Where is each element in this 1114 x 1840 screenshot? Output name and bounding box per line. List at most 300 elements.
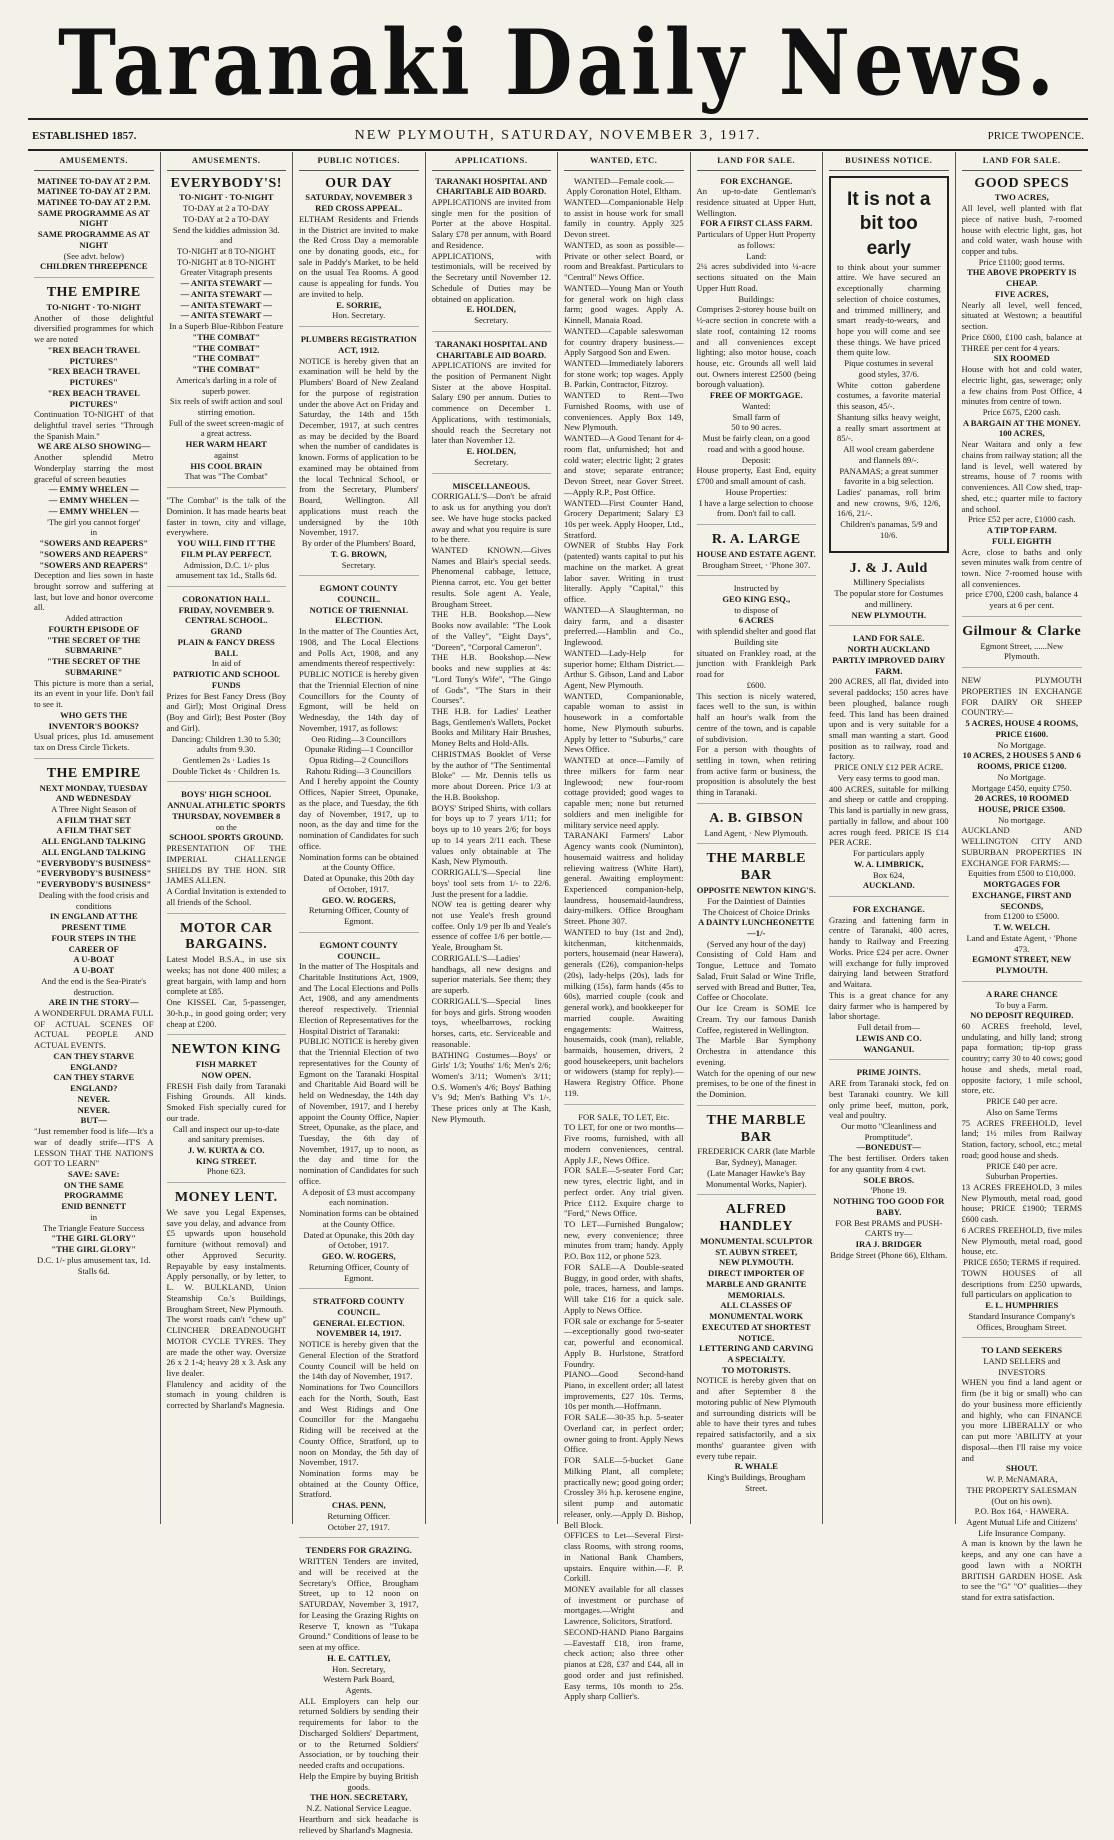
- text-line: 10 ACRES, 2 HOUSES 5 AND 6 ROOMS, PRICE £1200.: [962, 750, 1081, 772]
- advertisement-block: [697, 176, 817, 526]
- text-line: T. W. WELCH.: [993, 922, 1050, 933]
- text-line: "SOWERS AND REAPERS": [39, 538, 149, 549]
- advertisement-block: [829, 1067, 949, 1265]
- text-line: Double Ticket 4s · Children 1s.: [172, 765, 281, 776]
- text-line: ALL ENGLAND TALKING: [41, 836, 146, 847]
- text-line: Box 624,: [872, 869, 905, 880]
- text-line: Secretary.: [474, 456, 509, 467]
- text-line: LETTERING AND CARVING A SPECIALTY.: [699, 1343, 814, 1364]
- text-line: NEVER.: [77, 1093, 110, 1104]
- text-line: GEO. W. ROGERS,: [321, 1251, 396, 1262]
- text-line: W. P. McNAMARA,: [985, 1474, 1058, 1485]
- text-line: "SOWERS AND REAPERS": [39, 559, 149, 570]
- text-line: — ANITA STEWART —: [180, 299, 272, 310]
- text-line: SAME PROGRAMME AS AT NIGHT: [37, 229, 150, 250]
- advertisement-block: [34, 766, 154, 1282]
- column-heading: APPLICATIONS.: [432, 156, 552, 171]
- text-line: Particulars of Upper Hutt Property as follows:: [696, 229, 816, 250]
- text-line: Opunake Riding—1 Councillor: [304, 744, 413, 755]
- advertisement-block: [34, 285, 154, 759]
- text-line: Acre, close to baths and only seven minutes walk from centre of town. Nice 7-roomed house with all conveniences.: [961, 546, 1082, 589]
- text-line: NOTICE is hereby given that on and after September 8 the motoring public of New Plymouth and surrounding districts will be able to have their tyres and tubes repaired satisfactorily, and a six months' guarantee given with every tube repair.: [696, 1375, 816, 1461]
- text-line: FOR SALE—30-35 h.p. 5-seater Overland car, in perfect order; owner going to front. Apply News Office.: [564, 1412, 684, 1455]
- text-line: House Properties:: [725, 486, 787, 497]
- text-line: A DAINTY LUNCHEONETTE—1/-: [698, 917, 815, 939]
- text-line: FOR SALE—A Double-seated Buggy, in good order, with shafts, pole, traces, harness, and lamps. Will take £16 for a quick sale. Apply to News Office.: [564, 1261, 684, 1315]
- text-line: NEW PLYMOUTH.: [851, 609, 926, 620]
- text-line: A FILM THAT SET: [56, 814, 131, 825]
- text-line: A deposit of £3 must accompany each nomination.: [302, 1186, 416, 1208]
- text-line: TENDERS FOR GRAZING.: [305, 1545, 412, 1556]
- text-line: WANTED, as soon as possible—Private or other select Board, or room and Breakfast. Particulars to "Central" News Office.: [564, 239, 684, 283]
- text-line: By order of the Plumbers' Board,: [301, 538, 416, 549]
- text-line: CORRIGALL'S—Ladies' handbags, all new designs and superior materials. See them; they are superb.: [431, 952, 551, 996]
- text-line: ARE from Taranaki stock, fed on best Taranaki country. We kill only prime beef, mutton, pork, veal and poultry.: [829, 1078, 949, 1121]
- advertisement-title: R. A. LARGE: [711, 532, 801, 547]
- advertisement-block: [167, 1042, 287, 1183]
- text-line: (Served any hour of the day): [706, 938, 806, 949]
- advertisement-block: [299, 583, 419, 933]
- advertisement-title: OUR DAY: [325, 175, 393, 191]
- text-line: Hon. Secretary.: [332, 310, 386, 321]
- text-line: Hon. Secretary,: [332, 1663, 386, 1674]
- text-line: NOW tea is getting dearer why not use Yeale's fresh ground coffee. Only 1/9 per lb and Yeale's essence of coffee 1/6 per bottle.—Yeale, Brougham St.: [431, 899, 551, 953]
- text-line: WANTED to Rent—Two Furnished Rooms, with use of conveniences. Apply Box 149, New Plymouth.: [564, 390, 684, 433]
- text-line: NEXT MONDAY, TUESDAY AND WEDNESDAY: [39, 782, 148, 804]
- column-6: [691, 152, 824, 1524]
- text-line: PATRIOTIC AND SCHOOL FUNDS: [172, 669, 280, 690]
- text-line: For the Daintiest of Dainties: [707, 895, 806, 906]
- text-line: The worst roads can't "chew up" CLINCHER DREADNOUGHT MOTOR CYCLE TYRES. They are made the other way. Oversize 26 x 2 1-4; heavy 28 x 3. Ask any live dealer.: [166, 1314, 286, 1378]
- text-line: Gentlemen 2s · Ladies 1s: [182, 755, 270, 766]
- text-line: WHO GETS THE INVENTOR'S BOOKS?: [48, 709, 139, 731]
- text-line: SECOND-HAND Piano Bargains—Eavestaff £18, iron frame, check action; also three other pianos at £28, £37 and £44, all in good order and just refinished. Easy terms, 10s month to 25s. Apply sharp Collier's.: [564, 1626, 684, 1702]
- text-line: For particulars apply: [852, 848, 925, 859]
- text-line: D.C. 1/- plus amusement tax, 1d. Stalls 6d.: [37, 1254, 151, 1276]
- text-line: And I hereby appoint the County Offices, Napier Street, Opunake, as the place, and Tuesday, the 6th day of November, 1917, up to noon, as the day and time for the nomination of Candidates for such office.: [299, 776, 419, 851]
- advertisement-block: [167, 921, 287, 1036]
- text-line: (See advt. below): [63, 250, 124, 261]
- text-line: "EVERYBODY'S BUSINESS": [36, 857, 152, 868]
- text-line: MISCELLANEOUS.: [452, 480, 531, 491]
- advertisement-block: [299, 1545, 419, 1840]
- text-line: Returning Officer, County of Egmont.: [308, 905, 409, 927]
- text-line: "THE COMBAT": [192, 364, 261, 375]
- text-line: Help the Empire by buying British goods.: [299, 1770, 419, 1792]
- advertisement-block: [167, 789, 287, 913]
- text-line: CENTRAL SCHOOL.: [184, 615, 268, 626]
- text-line: THE HON. SECRETARY,: [309, 1792, 408, 1803]
- advertisement-block: [829, 633, 949, 897]
- text-line: Consisting of Cold Ham and Tongue, Lettuce and Tomato Salad, Fruit Salad or Wine Trifle, served with Bread and Butter, Tea, Coffee or Chocolate.: [696, 949, 816, 1003]
- text-line: SAME PROGRAMME AS AT NIGHT: [37, 207, 150, 229]
- column-heading: AMUSEMENTS.: [167, 156, 287, 171]
- text-line: SOLE BROS.: [863, 1174, 915, 1185]
- text-line: OPPOSITE NEWTON KING'S.: [696, 885, 816, 896]
- text-line: Opua Riding—2 Councillors: [309, 755, 409, 766]
- text-line: APPLICATIONS are invited for the position of Permanent Night Sister at the above Hospital. Salary £90 per annum. Duties to commence on December 1. Applications, with testimonials, should reach the Secretary not later than November 12.: [431, 360, 551, 446]
- text-line: ON THE SAME PROGRAMME: [63, 1179, 124, 1201]
- advertisement-block: [299, 176, 419, 328]
- text-line: TO LET—Furnished Bungalow; new, every convenience; three minutes from tram; handy. Apply P.O. Box 112, or phone 523.: [564, 1219, 684, 1262]
- advertisement-title: THE MARBLE BAR: [706, 1112, 806, 1145]
- text-line: FOR SALE—5-bucket Gane Milking Plant, all complete; practically new; good going order; Crossley 3½ h.p. kerosene engine, silent pump and automatic releaser, only.—Apply D. Bishop, Bell Block.: [564, 1455, 684, 1530]
- text-line: WANTED—Young Man or Youth for general work on high class farm; good wages. Apply A. Kinnell, Manaia Road.: [564, 282, 684, 326]
- advertisement-block: [432, 176, 552, 332]
- text-line: KING STREET.: [196, 1155, 257, 1166]
- price-label: PRICE TWOPENCE.: [987, 130, 1084, 142]
- text-line: Oeo Riding—3 Councillors: [311, 733, 407, 744]
- text-line: MATINEE TO-DAY AT 2 P.M.: [37, 196, 151, 207]
- advertisement-block: [564, 1112, 684, 1707]
- advertisement-block: [34, 176, 154, 279]
- text-line: WANTED—Immediately laborers for stone work; top wages. Apply B. Parkin, Contractor, Fitzroy.: [564, 357, 684, 390]
- text-line: A FILM THAT SET: [56, 825, 131, 836]
- text-line: Dancing: Children 1.30 to 5.30; adults from 9.30.: [171, 733, 281, 755]
- text-line: I have a large selection to choose from. Don't fail to call.: [699, 497, 814, 519]
- text-line: — ANITA STEWART —: [180, 278, 272, 289]
- text-line: FOURTH EPISODE OF: [48, 623, 139, 634]
- text-line: LEWIS AND CO.: [855, 1032, 922, 1043]
- text-line: Western Park Board,: [323, 1674, 395, 1685]
- text-line: FREDERICK CARR (late Marble Bar, Sydney), Manager.: [697, 1146, 816, 1168]
- text-line: NOW OPEN.: [201, 1069, 251, 1080]
- text-line: WANTED KNOWN.—Gives Names and Blair's special seeds. Phenomenal cabbage, lettuce, Pienna carrot, etc. You get better results. Sole agent A. Yeale, Brougham Street.: [431, 545, 551, 609]
- text-line: situated on Frankley road, at the junction with Frankleigh Park road for: [696, 647, 816, 680]
- text-line: "The Combat" is the talk of the Dominion. It has made hearts beat faster in town, city and village, everywhere.: [166, 495, 286, 538]
- text-line: FRIDAY, NOVEMBER 9.: [178, 604, 274, 615]
- text-line: EGMONT STREET, NEW PLYMOUTH.: [972, 954, 1072, 976]
- text-line: CAN THEY STARVE ENGLAND?: [53, 1072, 135, 1094]
- text-line: N.Z. National Service League.: [306, 1803, 412, 1814]
- advertisement-title: Gilmour & Clarke: [962, 623, 1082, 639]
- text-line: LAND FOR SALE.: [853, 633, 925, 644]
- text-line: HIS COOL BRAIN: [190, 460, 263, 471]
- text-line: STRATFORD COUNTY COUNCIL.: [312, 1296, 405, 1317]
- text-line: 'The girl you cannot forget': [47, 516, 141, 527]
- advertisement-block: [962, 675, 1083, 982]
- advertisement-block: [829, 561, 949, 627]
- text-line: Continuation TO-NIGHT of that delightful travel series "Through the Spanish Main.": [34, 409, 154, 441]
- text-line: NOTICE OF TRIENNIAL ELECTION.: [309, 604, 408, 626]
- text-line: APPLICATIONS are invited from single men for the position of Porter at the above Hospital. Salary £78 per annum, with Board and Residence.: [431, 196, 551, 250]
- text-line: Children's panamas, 5/9 and 10/6.: [840, 519, 938, 540]
- advertisement-title: A. B. GIBSON: [709, 810, 804, 826]
- advertisement-block: [697, 851, 817, 1105]
- text-line: The Choicest of Choice Drinks: [702, 906, 810, 917]
- text-line: Usual prices, plus 1d. amusement tax on Dress Circle Tickets.: [34, 731, 154, 753]
- text-line: 'Phone 19.: [870, 1185, 907, 1196]
- text-line: against: [214, 449, 239, 460]
- advertisement-title: MONEY LENT.: [174, 1190, 278, 1206]
- advertisement-title: It is not a bit too early: [847, 188, 931, 259]
- text-line: E. L. HUMPHRIES: [985, 1300, 1059, 1311]
- text-line: Dated at Opunake, this 20th day of October, 1917.: [303, 1229, 415, 1251]
- text-line: GENERAL ELECTION.: [312, 1317, 405, 1328]
- text-line: TWO ACRES,: [994, 192, 1049, 203]
- text-line: SHOUT.: [1005, 1463, 1038, 1474]
- text-line: Also on Same Terms: [985, 1106, 1058, 1117]
- text-line: FREE OF MORTGAGE.: [709, 390, 803, 401]
- text-line: PUBLIC NOTICE is hereby given that the Triennial Election of two representatives for the County of Egmont on the Taranaki Hospital and Charitable Aid Board will be held on Wednesday, the 14th day of November, 1917, and I hereby appoint the County Office, Napier Street, Opunake, as the place, and Tuesday, the 6th day of November, 1917, up to noon, as the day and time for the nomination of Candidates for such office.: [299, 1036, 419, 1186]
- text-line: on the: [215, 821, 237, 832]
- masthead: [28, 11, 1088, 116]
- text-line: Admission, D.C. 1/- plus amusement tax 1d., Stalls 6d.: [175, 559, 277, 581]
- text-line: — EMMY WHELEN —: [48, 484, 139, 495]
- text-line: FULL EIGHTH: [992, 535, 1052, 546]
- text-line: Full of the sweet screen-magic of a great actress.: [168, 417, 284, 439]
- text-line: The best fertiliser. Orders taken for any quantity from 4 cwt.: [829, 1153, 949, 1174]
- text-line: Mortgage £450, equity £750.: [971, 782, 1072, 793]
- masthead-rule-top: [28, 118, 1088, 120]
- advertisement-block: [962, 176, 1083, 617]
- text-line: Price £1100; good terms.: [978, 256, 1065, 267]
- text-line: SATURDAY, NOVEMBER 3: [305, 192, 413, 203]
- text-line: Secretary.: [474, 315, 509, 326]
- text-line: SIX ROOMED: [993, 353, 1050, 364]
- text-line: and: [220, 235, 233, 246]
- text-line: EGMONT COUNTY COUNCIL.: [319, 583, 398, 604]
- text-line: from £1200 to £5000.: [984, 911, 1060, 922]
- text-line: RED CROSS APPEAL.: [315, 203, 403, 214]
- text-line: A RARE CHANCE: [985, 988, 1058, 999]
- text-line: 50 to 90 acres.: [731, 422, 782, 433]
- text-line: FOR sale or exchange for 5-seater—exceptionally good two-seater car, powerful and economical. Apply B. Hurlstone, Stratford Foundry.: [564, 1315, 684, 1369]
- text-line: YOU WILL FIND IT THE FILM PLAY PERFECT.: [177, 538, 276, 559]
- text-line: OFFICES to Let—Several First-class Rooms, with strong rooms, in National Bank Chambers, upstairs. Enquire within.—F. P. Corkill.: [564, 1530, 684, 1584]
- text-line: MATINEE TO-DAY AT 2 P.M.: [37, 186, 151, 197]
- text-line: FOR EXCHANGE.: [720, 175, 793, 186]
- text-line: FISH MARKET: [195, 1059, 257, 1070]
- column-heading: LAND FOR SALE.: [697, 156, 817, 171]
- text-line: "REX BEACH TRAVEL PICTURES": [47, 366, 140, 388]
- text-line: 20 ACRES, 10 ROOMED HOUSE, PRICE £3500.: [974, 793, 1069, 815]
- text-line: in: [90, 527, 98, 538]
- text-line: PUBLIC NOTICE is hereby given that the Triennial Election of nine Councillors for the County of Egmont, will be held on Wednesday, the 14th day of November, 1917, as follows:: [299, 669, 419, 733]
- text-line: FOR A FIRST CLASS FARM.: [700, 218, 813, 229]
- text-line: Near Waitara and only a few chains from railway station; all the land is level, well watered by streams, house of 7 rooms with conveniences. All Cow shed, trap-shed, etc.; quarter mile to factory and school.: [961, 439, 1082, 514]
- text-line: BOYS' Striped Shirts, with collars for boys up to 7 years 1/11; for boys up to 10 years 2/6; for boys up to 14 years 2/11 each. These values only obtainable at The Kash, New Plymouth.: [431, 802, 551, 867]
- text-line: WANTED to buy (1st and 2nd), kitchenman, kitchenmaids, porters, housemaid (near Hawera), generals (£26), companion-helps (20s), lady-helps (20s), lads for milking (15s), farm hands (45s to 60s), married couple (cook and general work), and bookkeeper for married couple. Awaiting engagements: Waitress, housemaids, cook (man), reliable, barmaids, housemen, drivers, 2 good housekeepers, unit bachelors or widowers (stamp for reply).—Hawera Registry Office. Phone 119.: [564, 926, 684, 1098]
- text-line: FOR Best PRAMS and PUSH-CARTS try—: [835, 1217, 943, 1239]
- text-line: "REX BEACH TRAVEL PICTURES": [47, 344, 140, 366]
- text-line: Nomination forms may be obtained at the County Office, Stratford.: [299, 1468, 419, 1500]
- text-line: Returning Officer, County of Egmont.: [308, 1261, 409, 1283]
- text-line: Standard Insurance Company's Offices, Brougham Street.: [968, 1310, 1076, 1332]
- advertisement-title: THE MARBLE BAR: [706, 851, 806, 884]
- text-line: TO-DAY at 2 a TO-DAY: [183, 203, 270, 214]
- text-line: We save you Legal Expenses, save you delay, and advance from £5 upwards upon household furniture (without removal) and other Approved Security. Repayable by easy instalments. Apply personally, or by letter, to L. W. BULKLAND, Union Steamship Co.'s Buildings, Brougham Street, New Plymouth.: [166, 1206, 286, 1314]
- text-line: A BARGAIN AT THE MONEY.: [962, 417, 1081, 428]
- advertisement-block: [697, 532, 817, 576]
- text-line: BALL: [214, 647, 238, 658]
- text-line: NEW PLYMOUTH PROPERTIES IN EXCHANGE FOR DAIRY OR SHEEP COUNTRY:—: [961, 675, 1082, 718]
- text-line: A Cordial Invitation is extended to all friends of the School.: [166, 886, 286, 907]
- text-line: H. E. CATTLEY,: [327, 1652, 391, 1663]
- text-line: ENID BENNETT: [61, 1201, 127, 1212]
- text-line: Suburban Properties.: [985, 1171, 1058, 1182]
- text-line: 6 ACRES: [738, 615, 774, 626]
- text-line: CORRIGALL'S—Special line boys' tool sets from 1/- to 22/6. Just the present for a laddie.: [431, 867, 551, 899]
- text-line: £600.: [746, 679, 766, 690]
- text-line: TO LET, for one or two months—Five rooms, furnished, with all modern conveniences, central. Apply J.F., News Office.: [564, 1122, 684, 1165]
- text-line: — EMMY WHELEN —: [48, 505, 139, 516]
- masthead-rule-bottom: [28, 149, 1088, 151]
- text-line: No mortgage.: [998, 814, 1046, 825]
- text-line: MATINEE TO-DAY AT 2 P.M.: [37, 175, 151, 186]
- text-line: to think about your summer attire. We have secured an exceptionally charming selection of choice costumes, and trimmed millinery, and smart ready-to-wears, and hope you will come and see these things. We have priced them quite low.: [837, 261, 941, 358]
- text-line: Equities from £500 to £10,000.: [968, 868, 1076, 879]
- text-line: Price £675, £200 cash.: [982, 406, 1061, 417]
- text-line: The popular store for Costumes and millinery.: [834, 588, 944, 609]
- text-line: 200 ACRES, all flat, divided into several paddocks; 150 acres have been ploughed, balance rough feed. This land has been drained upon and is very suitable for a small man wanting a start. Good position as to railway, road and factory.: [829, 676, 949, 762]
- advertisement-title: EVERYBODY'S!: [170, 175, 282, 191]
- text-line: price £700, £200 cash, balance 4 years at 6 per cent.: [965, 589, 1078, 611]
- column-4: [426, 152, 559, 1524]
- text-line: PLUMBERS REGISTRATION ACT, 1912.: [300, 334, 417, 355]
- text-line: AUCKLAND.: [862, 880, 915, 891]
- text-line: — EMMY WHELEN —: [48, 495, 139, 506]
- text-line: Prizes for Best Fancy Dress (Boy and Girl); Most Original Dress (Boy and Girl); Best Poster (Boy and Girl).: [166, 690, 286, 733]
- advertisement-title: THE EMPIRE: [46, 285, 141, 301]
- text-line: In aid of: [211, 658, 241, 669]
- text-line: A U-BOAT: [73, 954, 115, 965]
- text-line: "THE GIRL GLORY": [51, 1233, 137, 1244]
- text-line: Ladies' panamas, roll brim and new crowns, 9/6, 12/6, 16/6, 21/-.: [837, 486, 941, 519]
- text-line: ANNUAL ATHLETIC SPORTS: [167, 800, 286, 811]
- text-line: Comprises 2-storey house built on ½-acre section in concrete with a slate roof, containing 12 rooms and all conveniences except lighting; also motor house, coach house, etc. Grounds all well laid out. Owners interest £2500 (being borough valuation).: [696, 304, 816, 390]
- text-line: WHEN you find a land agent or firm (be it big or small) who can do your business more efficiently and highly, who can FINANCE you more LIBERALLY or who can put more 'ABILITY at your disposal—then I'll raise my voice and: [961, 1377, 1082, 1463]
- text-line: W. A. LIMBRICK,: [853, 858, 924, 869]
- text-line: "Just remember food is life—It's a war of deadly strife—IT'S A LESSON THAT THE NATION'S GOT TO LEARN": [34, 1126, 154, 1169]
- advertisement-block: [829, 176, 949, 553]
- text-line: Watch for the opening of our new premises, to be one of the finest in the Dominion.: [696, 1067, 816, 1100]
- text-line: THE H.B. Bookshop.—New Books now available: "The Look of the Valley", "Eight Days", "Doreen", "Corporal Cameron".: [431, 609, 551, 652]
- text-line: A TIP TOP FARM.: [986, 525, 1057, 536]
- text-line: WANTED, Companionable, capable woman to assist in housework in a comfortable home, New Plymouth suburbs. Apply by letter to "Suburbs," care News Office.: [564, 690, 684, 755]
- text-line: To buy a Farm.: [995, 999, 1048, 1010]
- text-line: A U-BOAT: [73, 965, 115, 976]
- text-line: APPLICATIONS, with testimonials, will be received by the Secretary until November 12. Schedule of Duties may be obtained on application.: [431, 250, 551, 304]
- column-3: [293, 152, 426, 1835]
- text-line: PRESENTATION OF THE IMPERIAL CHALLENGE SHIELDS BY THE HON. SIR JAMES ALLEN.: [166, 843, 286, 886]
- advertisement-block: [299, 1296, 419, 1538]
- text-line: FRESH Fish daily from Taranaki Fishing Grounds. All kinds. Smoked Fish specially cured for our trade.: [166, 1080, 286, 1123]
- text-line: TO-NIGHT at 8 TO-NIGHT: [177, 245, 276, 256]
- advertisement-block: [167, 176, 287, 489]
- advertisement-block: [432, 339, 552, 474]
- column-8: [956, 152, 1089, 1603]
- text-line: Rahotu Riding—3 Councillors: [305, 765, 412, 776]
- text-line: Price £600, £100 cash, balance at THREE per cent for 4 years.: [961, 331, 1082, 353]
- text-line: GEO KING ESQ.,: [722, 594, 791, 604]
- text-line: CORRIGALL'S—Don't be afraid to ask us for anything you don't see. We have huge stocks packed away and what you require is sure to be there.: [431, 491, 551, 545]
- text-line: Bridge Street (Phone 66), Eltham.: [830, 1249, 948, 1260]
- text-line: Deception and lies sown in haste brought sorrow and suffering at last, but love and honor overcome all.: [34, 570, 154, 613]
- text-line: 5 ACRES, HOUSE 4 ROOMS, PRICE £1600.: [965, 718, 1079, 739]
- text-line: 2¼ acres subdivided into ¼-acre sections situated on the Main Upper Hutt Road.: [696, 261, 816, 293]
- text-line: In the matter of The Counties Act, 1908, and The Local Elections and Polls Act, 1908, and any amendments thereof respectively:: [299, 626, 419, 669]
- text-line: TO MOTORISTS.: [722, 1364, 791, 1375]
- advertisement-block: [697, 1202, 817, 1498]
- text-line: "THE COMBAT": [192, 353, 261, 364]
- text-line: with splendid shelter and good flat: [696, 626, 816, 637]
- text-line: Added attraction: [64, 613, 123, 624]
- text-line: WANTED—Lady-Help for superior home; Eltham District.—Arthur S. Gibson, Land and Labor Agent, New Plymouth.: [564, 647, 684, 691]
- text-line: White cotton gaberdene costumes, a favorite material this season, 45/-.: [837, 379, 941, 412]
- text-line: Small farm of: [732, 411, 781, 422]
- text-line: CHILDREN THREEPENCE: [39, 261, 148, 272]
- text-line: PRICE £40 per acre.: [986, 1096, 1058, 1107]
- text-line: TARANAKI Farmers' Labor Agency wants cook (Numinton), housemaid waitress and holiday relieving waitress (White Hart), general. Awaiting employment: Experienced companion-help, laundress, housemaid-laundress, dairy-milkers. Office Brougham Street. Phone 307.: [564, 830, 684, 927]
- text-line: 400 ACRES, suitable for milking and sheep or cattle and cropping. This land is partially in new grass, partially in fallow, and about 100 acres rough feed. PRICE IS £14 PER ACRE.: [829, 783, 949, 848]
- text-line: Grazing and fattening farm in centre of Taranaki, 400 acres, handy to Railway and Freezing Works. Price £24 per acre. Owner will exchange for fully improved dairying land between Stratford and Waitara.: [829, 914, 949, 990]
- text-line: Our Ice Cream is SOME Ice Cream. Try our famous Danish Coffee, registered in Wellington.: [696, 1003, 816, 1035]
- text-line: "SOWERS AND REAPERS": [39, 548, 149, 559]
- text-line: —BONEDUST—: [856, 1142, 921, 1153]
- text-line: "THE SECRET OF THE SUBMARINE": [47, 656, 141, 677]
- text-line: MORTGAGES FOR EXCHANGE, FIRST AND SECONDS,: [972, 879, 1072, 911]
- text-line: King's Buildings, Brougham Street.: [707, 1472, 806, 1493]
- text-line: MONEY available for all classes of investment or purchase of mortgages.—Wright and Lawrence, Solicitors, Stratford.: [564, 1583, 684, 1627]
- advertisement-block: [564, 176, 684, 1105]
- text-line: Brougham Street, · 'Phone 307.: [702, 559, 811, 570]
- text-line: Heartburn and sick headache is relieved by Sharland's Magnesia.: [299, 1813, 419, 1835]
- text-line: October 27, 1917.: [327, 1521, 390, 1532]
- columns-area: [28, 152, 1088, 1835]
- text-line: Phone 623.: [206, 1166, 246, 1177]
- text-line: All wool cream gaberdene and flannels 89/-.: [843, 444, 935, 465]
- text-line: Dealing with the food crisis and conditions: [38, 889, 149, 911]
- text-line: AUCKLAND AND WELLINGTON CITY AND SUBURBAN PROPERTIES IN EXCHANGE FOR FARMS:—: [961, 825, 1082, 868]
- text-line: FOR SALE, TO LET, Etc.: [578, 1111, 670, 1122]
- text-line: CHAS. PENN,: [331, 1500, 386, 1511]
- text-line: And the end is the Sea-Pirate's destruction.: [41, 975, 147, 997]
- text-line: TO-NIGHT · TO-NIGHT: [46, 301, 141, 312]
- column-1: [28, 152, 161, 1524]
- text-line: TO-DAY at 2 a TO-DAY: [183, 213, 270, 224]
- text-line: Shantung silks heavy weight, a really smart assortment at 85/-.: [837, 411, 941, 444]
- text-line: ALL Employers can help our returned Soldiers by sending their requirements for labor to the Discharged Soldiers' Department, or to the Returned Soldiers' Association, or by touching their needed crafts and occupations.: [299, 1695, 419, 1771]
- text-line: Nomination forms can be obtained at the County Office.: [299, 1208, 419, 1229]
- text-line: T. G. BROWN,: [330, 548, 387, 559]
- text-line: Six reels of swift action and soul stirring emotion.: [169, 396, 283, 417]
- text-line: CAN THEY STARVE ENGLAND?: [53, 1050, 135, 1072]
- text-line: PRICE £40 per acre.: [986, 1160, 1058, 1171]
- text-line: FOR SALE—5-seater Ford Car; new tyres, electric light, and in perfect order. Any trial given. Price £112. Exquire charge to "Ford," News Office.: [564, 1165, 684, 1219]
- text-line: IN ENGLAND AT THE PRESENT TIME: [49, 911, 138, 933]
- text-line: HOUSE AND ESTATE AGENT.: [696, 548, 816, 559]
- text-line: Flatulency and acidity of the stomach in young children is corrected by Sharland's Magnesia.: [166, 1378, 286, 1411]
- text-line: NOTICE is hereby given that an examination will be held by the Plumbers' Board of New Zealand for the purpose of registration under the above Act on Friday and Saturday, the 14th and 15th December, 1917, at such centres as may be decided by the Board when the number of candidates is known. Forms of application to be examined may be obtained from the local Technical School, or from the Secretary, Plumbers' Board, Wellington. All applications must reach the undersigned by the 10th November, 1917.: [299, 355, 419, 538]
- text-line: PANAMAS; a great summer favorite in a big selection.: [839, 465, 939, 487]
- text-line: Egmont Street, ......New Plymouth.: [980, 640, 1064, 662]
- text-line: House with hot and cold water, electric light, gas, sewerage; only a few chains from Post Office, 4 minutes from centre of town.: [961, 364, 1082, 407]
- text-line: All level, well planted with flat piece of native bush, 7-roomed house with electric light, gas, hot and cold water, wash house with copper and tubs.: [961, 203, 1082, 256]
- text-line: BOYS' HIGH SCHOOL: [181, 789, 272, 800]
- text-line: BUT—: [80, 1115, 107, 1126]
- text-line: ARE IN THE STORY—: [48, 997, 139, 1008]
- text-line: P.O. Box 164, · HAWERA.: [974, 1506, 1069, 1517]
- text-line: Nomination forms can be obtained at the County Office.: [299, 851, 419, 873]
- advertisement-title: GOOD SPECS: [974, 175, 1070, 191]
- advertisement-block: [432, 481, 552, 1130]
- text-line: BATHING Costumes—Boys' or Girls' 1/3; Youths' 1/6; Men's 2/6; Women's 3/11; Women's 3/11; O.S. Women's 4/6; Boys' Bathing V's 9d; Men's Bathing V's 1/-. These prices only at The Kash, New Plymouth.: [431, 1049, 551, 1124]
- text-line: WANTED—First Counter Hand, Grocery Department; Salary £3 10s per week. Apply Hooper, Ltd., Stratford.: [564, 497, 684, 540]
- advertisement-block: [299, 940, 419, 1290]
- text-line: Our motto "Cleanliness and Promptitude".: [841, 1120, 937, 1142]
- text-line: Call and inspect our up-to-date and sanitary premises.: [173, 1123, 280, 1145]
